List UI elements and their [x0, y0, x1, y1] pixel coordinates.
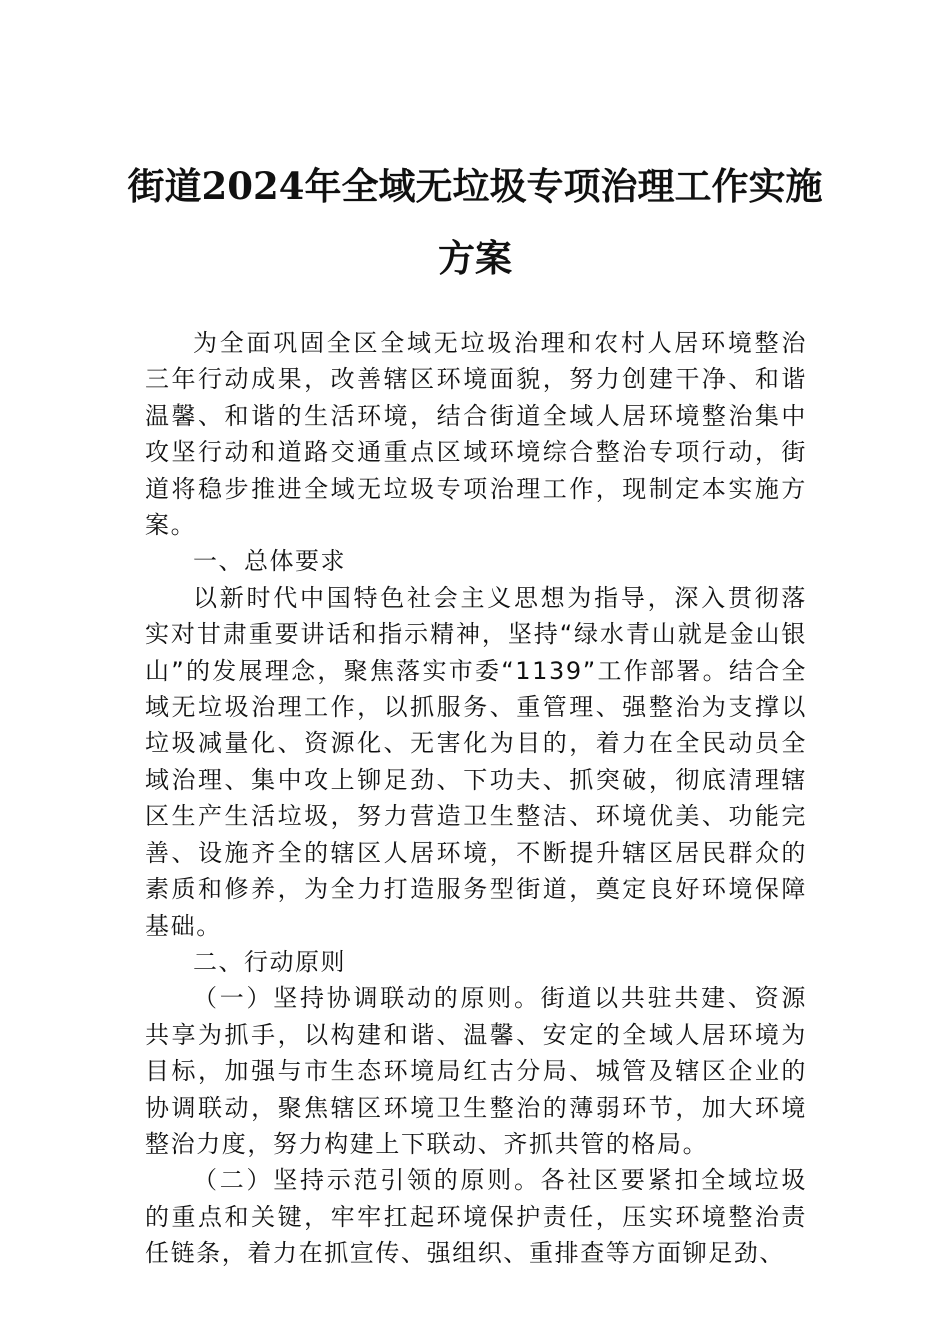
intro-paragraph: 为全面巩固全区全域无垃圾治理和农村人居环境整治三年行动成果，改善辖区环境面貌，努力创建干净、和谐温馨、和谐的生活环境，结合街道全域人居环境整治集中攻坚行动和道路交通重点区域环境综合整治专项行动，街道将稳步推进全域无垃圾专项治理工作，现制定本实施方案。 [145, 329, 807, 540]
section-heading-action-principles: 二、行动原则 [193, 947, 346, 976]
title-line-2: 方案 [438, 236, 512, 280]
section-heading-general-requirements: 一、总体要求 [193, 547, 346, 576]
general-requirements-paragraph: 以新时代中国特色社会主义思想为指导，深入贯彻落实对甘肃重要讲话和指示精神，坚持“绿水青山就是金山银山”的发展理念，聚焦落实市委“1139”工作部署。结合全域无垃圾治理工作，以抓服务、重管理、强整治为支撑以垃圾减量化、资源化、无害化为目的，着力在全民动员全域治理、集中攻上铆足劲、下功夫、抓突破，彻底清理辖区生产生活垃圾，努力营造卫生整洁、环境优美、功能完善、设施齐全的辖区人居环境，不断提升辖区居民群众的素质和修养，为全力打造服务型街道，奠定良好环境保障基础。 [145, 583, 807, 940]
principle-demonstration-paragraph: （二）坚持示范引领的原则。各社区要紧扣全域垃圾的重点和关键，牢牢扛起环境保护责任，压实环境整治责任链条，着力在抓宣传、强组织、重排查等方面铆足劲、 [145, 1166, 807, 1268]
principle-coordination-paragraph: （一）坚持协调联动的原则。街道以共驻共建、资源共享为抓手，以构建和谐、温馨、安定的全域人居环境为目标，加强与市生态环境局红古分局、城管及辖区企业的协调联动，聚焦辖区环境卫生整治的薄弱环节，加大环境整治力度，努力构建上下联动、齐抓共管的格局。 [145, 984, 807, 1158]
document-body [145, 325, 807, 1272]
document-title [120, 150, 830, 294]
title-line-1: 街道2024年全域无垃圾专项治理工作实施 [127, 164, 823, 208]
